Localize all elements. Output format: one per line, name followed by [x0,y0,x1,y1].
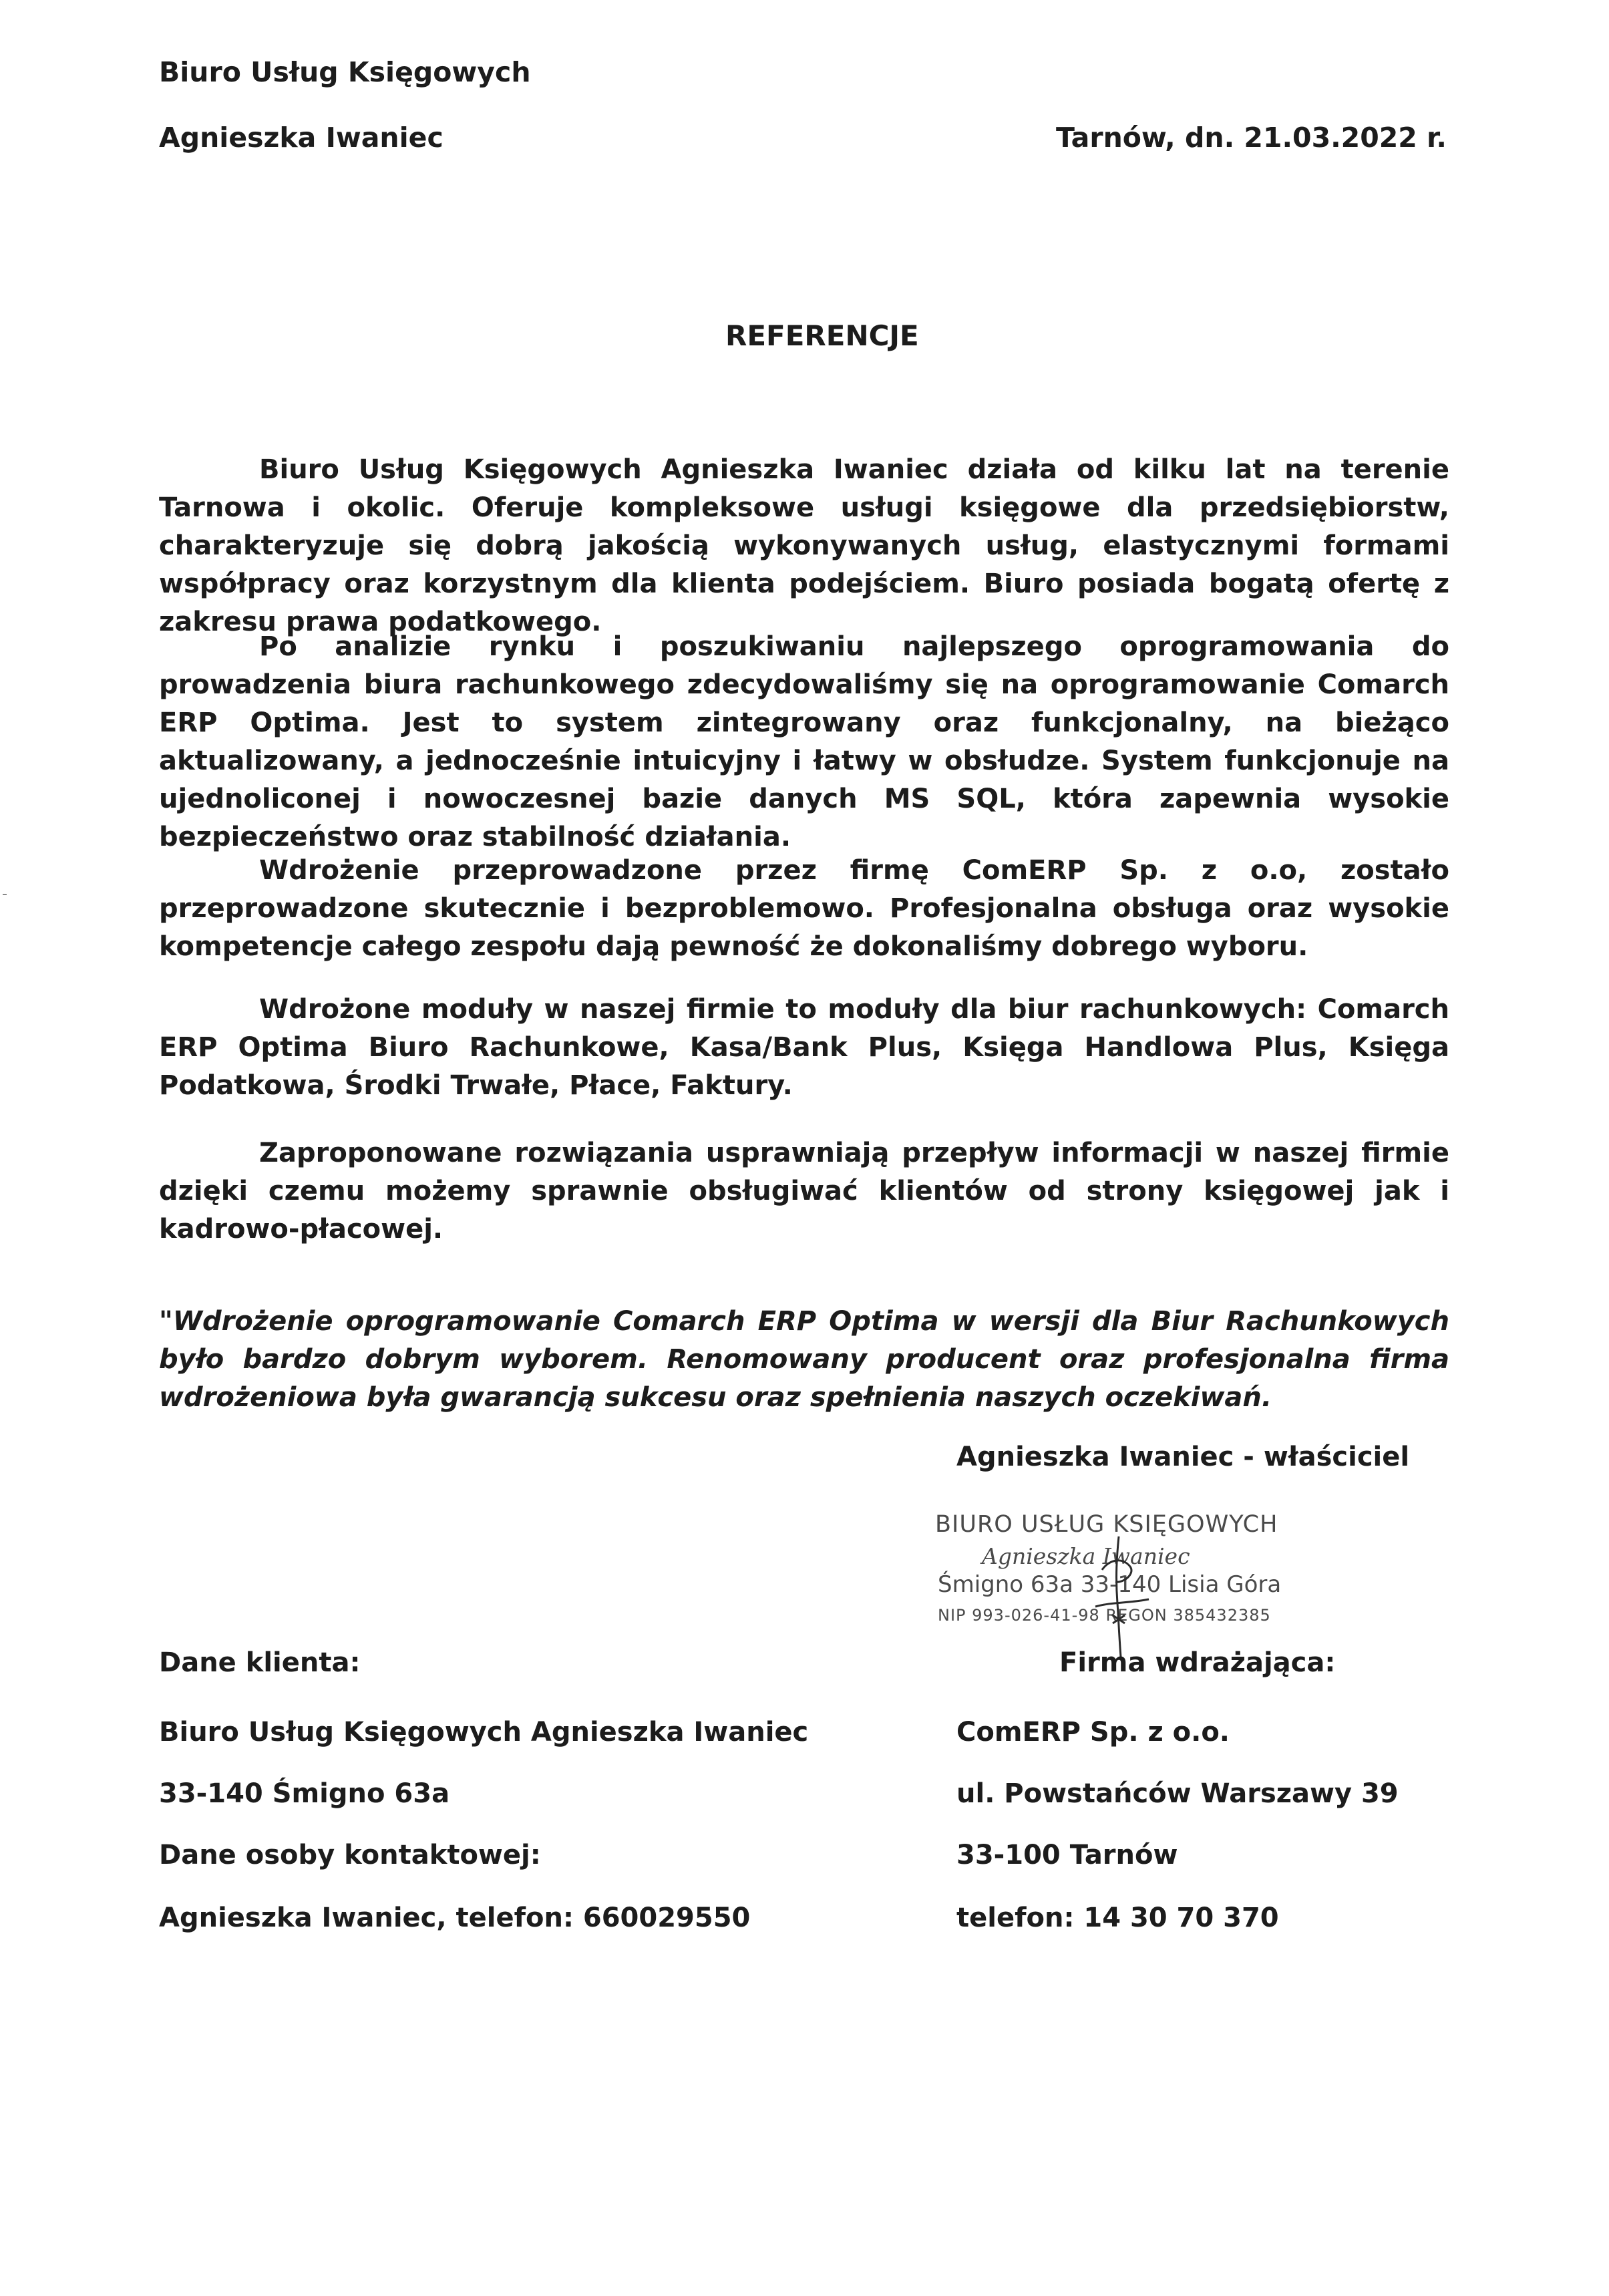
implementer-city: 33-100 Tarnów [956,1840,1178,1870]
company-name: Biuro Usług Księgowych [159,56,531,88]
paragraph-3 [159,852,1449,966]
testimonial-quote: "Wdrożenie oprogramowanie Comarch ERP Optima w wersji dla Biur Rachunkowych było bardzo dobrym wyborem. Renomowany producent oraz profesjonalna firma wdrożeniowa była gwarancją sukcesu oraz spełnienia naszych oczekiwań. [159,1306,1449,1413]
place-date: Tarnów, dn. 21.03.2022 r. [1056,122,1447,154]
contact-heading: Dane osoby kontaktowej: [159,1840,541,1870]
stamp-line-1: BIURO USŁUG KSIĘGOWYCH [935,1511,1278,1538]
paragraph-2 [159,628,1449,856]
paragraph-4-text: Wdrożone moduły w naszej firmie to moduły dla biur rachunkowych: Comarch ERP Optima Biuro Rachunkowe, Kasa/Bank Plus, Księga Handlowa Plus, Księga Podatkowa, Środki Trwałe, Płace, Faktury. [159,994,1449,1101]
client-name: Biuro Usług Księgowych Agnieszka Iwaniec [159,1717,809,1748]
document-title: REFERENCJE [725,319,919,352]
paragraph-5 [159,1134,1449,1249]
handwritten-signature [1055,1530,1182,1663]
client-heading: Dane klienta: [159,1647,361,1678]
stamp-line-3: Śmigno 63a 33-140 Lisia Góra [938,1571,1282,1598]
client-address: 33-140 Śmigno 63a [159,1778,450,1809]
paragraph-2-text: Po analizie rynku i poszukiwaniu najlepszego oprogramowania do prowadzenia biura rachunkowego zdecydowaliśmy się na oprogramowanie Comarch ERP Optima. Jest to system zintegrowany oraz funkcjonalny, na bieżąco aktualizowany, a jednocześnie intuicyjny i łatwy w obsłudze. System funkcjonuje na ujednoliconej i nowoczesnej bazie danych MS SQL, która zapewnia wysokie bezpieczeństwo oraz stabilność działania. [159,631,1449,852]
paragraph-1-text: Biuro Usług Księgowych Agnieszka Iwaniec działa od kilku lat na terenie Tarnowa i okolic. Oferuje kompleksowe usługi księgowe dla przedsiębiorstw, charakteryzuje się dobrą jakością wykonywanych usług, elastycznymi formami współpracy oraz korzystnym dla klienta podejściem. Biuro posiada bogatą ofertę z zakresu prawa podatkowego. [159,454,1449,637]
company-owner: Agnieszka Iwaniec [159,122,443,154]
signatory: Agnieszka Iwaniec - właściciel [956,1442,1410,1472]
paragraph-4 [159,991,1449,1105]
implementer-name: ComERP Sp. z o.o. [956,1717,1230,1748]
contact-details: Agnieszka Iwaniec, telefon: 660029550 [159,1903,751,1933]
stamp-line-2: Agnieszka Iwaniec [982,1543,1190,1569]
scan-margin-mark [3,894,7,895]
paragraph-3-text: Wdrożenie przeprowadzone przez firmę ComERP Sp. z o.o, zostało przeprowadzone skutecznie i bezproblemowo. Profesjonalna obsługa oraz wysokie kompetencje całego zespołu dają pewność że dokonaliśmy dobrego wyboru. [159,855,1449,962]
implementer-street: ul. Powstańców Warszawy 39 [956,1778,1399,1809]
paragraph-5-text: Zaproponowane rozwiązania usprawniają przepływ informacji w naszej firmie dzięki czemu możemy sprawnie obsługiwać klientów od strony księgowej jak i kadrowo-płacowej. [159,1138,1449,1245]
implementer-heading: Firma wdrażająca: [1059,1647,1336,1678]
paragraph-1 [159,451,1449,641]
stamp-line-4: NIP 993-026-41-98 REGON 385432385 [938,1606,1271,1625]
implementer-phone: telefon: 14 30 70 370 [956,1903,1279,1933]
